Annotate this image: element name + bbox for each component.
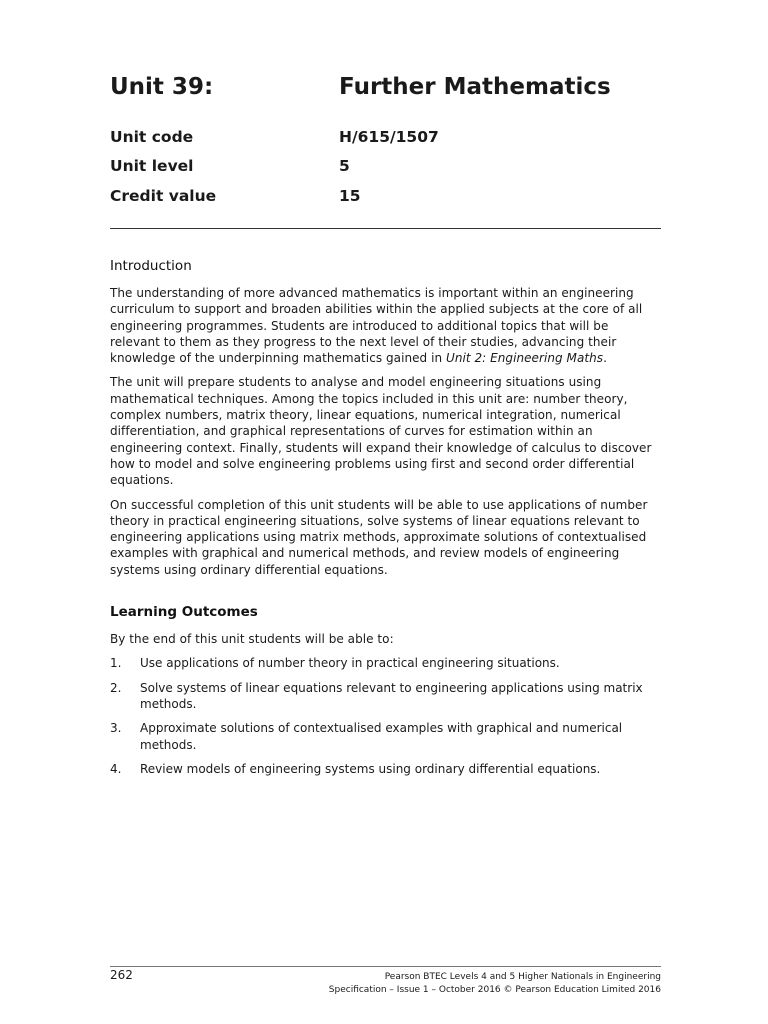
meta-label: Unit level [110,157,194,175]
meta-label: Unit code [110,128,194,146]
document-page [110,0,661,1024]
introduction-paragraph-2: The unit will prepare students to analyse and model engineering situations using mathematical techniques. Among the topics included in this unit are: number theory, complex numbers, matrix theory, linear equations, numerical integration, numerical differentiation, and graphical representations of curves for estimation within an engineering context. Finally, students will expand their knowledge of calculus to discover how to model and solve engineering problems using first and second order differential equations. [110,375,652,488]
meta-value: 5 [339,157,350,175]
meta-label: Credit value [110,187,217,205]
meta-row-credit-value [110,187,661,209]
header-divider [110,228,661,229]
learning-outcomes-list [110,655,661,777]
unit-title-row [110,74,661,106]
introduction-heading: Introduction [110,258,192,274]
list-item: 3. Approximate solutions of contextualised examples with graphical and numerical methods. [110,721,623,752]
learning-outcomes-intro: By the end of this unit students will be able to: [110,632,394,647]
page-number: 262 [110,968,133,982]
footer-line-1: Pearson BTEC Levels 4 and 5 Higher Nationals in Engineering [384,972,661,982]
introduction-paragraph-3: On successful completion of this unit students will be able to use applications of number theory in practical engineering situations, solve systems of linear equations relevant to engineering applications using matrix methods, approximate solutions of contextualised examples with graphical and numerical methods, and review models of engineering systems using ordinary differential equations. [110,497,648,577]
list-item: 4. Review models of engineering systems using ordinary differential equations. [110,761,601,776]
introduction-paragraph-1: The understanding of more advanced mathematics is important within an engineering curriculum to support and broaden abilities within the applied subjects at the core of all engineering programmes. Students are introduced to additional topics that will be relevant to them as they progress to the next level of their studies, advancing their knowledge of the underpinning mathematics gained in Unit 2: Engineering Maths. [110,286,643,366]
footer-line-2: Specification – Issue 1 – October 2016 © Pearson Education Limited 2016 [328,985,661,995]
footer-publication-info [329,971,661,997]
learning-outcomes-heading: Learning Outcomes [110,604,258,621]
meta-value: 15 [339,187,361,205]
unit-content [110,258,661,785]
unit-reference: Unit 2: Engineering Maths [446,351,604,366]
unit-number: Unit 39: [110,74,214,100]
list-item: 2. Solve systems of linear equations relevant to engineering applications using matrix methods. [110,680,643,711]
unit-title: Further Mathematics [339,74,611,100]
meta-row-unit-code [110,128,661,150]
list-item: 1. Use applications of number theory in practical engineering situations. [110,656,560,671]
meta-value: H/615/1507 [339,128,439,146]
footer-divider [110,966,661,967]
meta-row-unit-level [110,157,661,179]
